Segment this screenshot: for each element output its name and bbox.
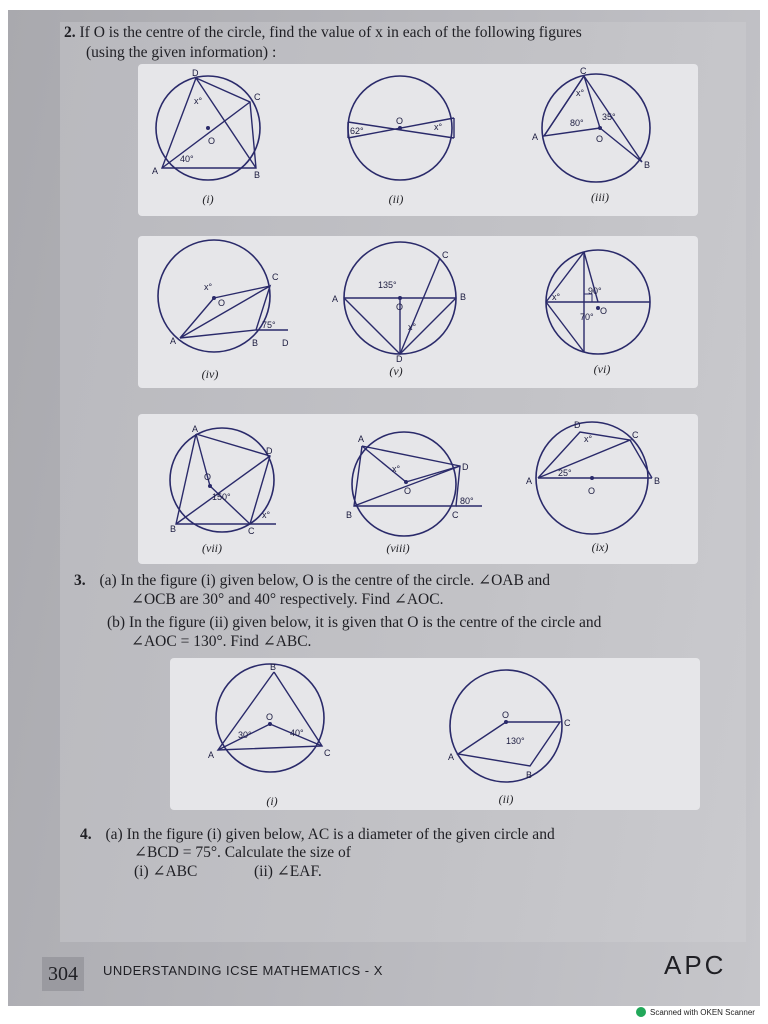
fig-iii-label-B: B: [644, 160, 651, 170]
fig-vi-label-angle1: 90°: [588, 286, 602, 296]
caption-ii: (ii): [388, 192, 404, 206]
scanner-watermark-text: Scanned with OKEN Scanner: [650, 1008, 755, 1017]
fig-iii-label-C: C: [580, 66, 587, 76]
figure-v: [330, 250, 470, 362]
fig-iv-label-O: O: [218, 298, 226, 308]
page-number: 304: [42, 957, 84, 991]
fig-viii-label-C: C: [452, 510, 459, 520]
fig-v-label-B: B: [460, 292, 467, 302]
fig-v-label-angle: 135°: [378, 280, 397, 290]
fig-iv-label-B: B: [252, 338, 259, 348]
fig-ix-label-A: A: [526, 476, 533, 486]
fig-v-label-O: O: [396, 302, 404, 312]
fig-iii-label-angle2: 35°: [602, 112, 616, 122]
fig-vii-label-C: C: [248, 526, 255, 536]
fig-viii-label-D: D: [462, 462, 469, 472]
fig-vii-label-B: B: [170, 524, 177, 534]
q3-caption-i: (i): [266, 794, 278, 808]
q3-fig-i-label-A: A: [208, 750, 215, 760]
caption-iv: (iv): [201, 367, 219, 381]
q3-fig-i-label-C: C: [324, 748, 331, 758]
fig-i-label-B: B: [254, 170, 261, 180]
caption-viii: (viii): [386, 541, 410, 555]
fig-vii-label-D: D: [266, 446, 273, 456]
q3-figure-i: [206, 662, 342, 768]
caption-ix: (ix): [591, 540, 609, 554]
scanner-watermark: [636, 1007, 755, 1017]
q3-b-text-line2: ∠AOC = 130°. Find ∠ABC.: [131, 633, 312, 650]
fig-vi-label-angle2: 70°: [580, 312, 594, 322]
q3-number: 3.: [74, 572, 86, 589]
figure-ix: [524, 422, 674, 522]
fig-iii-label-x: x°: [576, 88, 585, 98]
fig-iv-label-angle: 75°: [262, 320, 276, 330]
fig-iii-label-O: O: [596, 134, 604, 144]
fig-iv-label-A: A: [170, 336, 177, 346]
q4-a-line1: [80, 826, 555, 844]
q3-fig-i-label-angle2: 40°: [290, 728, 304, 738]
q3-fig-ii-label-A: A: [448, 752, 455, 762]
q3-figure-ii: [446, 674, 582, 778]
caption-vi: (vi): [593, 362, 611, 376]
scanner-logo-icon: [636, 1007, 646, 1017]
q4-sub-ii: (ii) ∠EAF.: [254, 863, 322, 880]
fig-i-label-x: x°: [194, 96, 203, 106]
fig-ix-label-x: x°: [584, 434, 593, 444]
fig-viii-label-angle: 80°: [460, 496, 474, 506]
fig-viii-label-x: x°: [392, 464, 401, 474]
fig-v-label-x: x°: [408, 322, 417, 332]
fig-ii-label-O: O: [396, 116, 404, 126]
q4-a-text-line1: (a) In the figure (i) given below, AC is a diameter of the given circle and: [105, 826, 555, 843]
fig-v-label-C: C: [442, 250, 449, 260]
fig-viii-label-B: B: [346, 510, 353, 520]
caption-v: (v): [389, 364, 403, 378]
figure-vii: [166, 424, 296, 536]
caption-vii: (vii): [202, 541, 222, 555]
fig-iii-label-angle1: 80°: [570, 118, 584, 128]
q3-fig-ii-label-angle: 130°: [506, 736, 525, 746]
figure-i: [148, 70, 278, 185]
q2-number: 2.: [64, 24, 76, 41]
q3-caption-ii: (ii): [498, 792, 514, 806]
fig-vii-label-angle: 150°: [212, 492, 231, 502]
fig-ii-label-angle: 62°: [350, 126, 364, 136]
q2-line1: [64, 24, 582, 42]
fig-i-label-O: O: [208, 136, 216, 146]
q3-fig-ii-label-B: B: [526, 770, 533, 780]
q2-text-line1: If O is the centre of the circle, find the value of x in each of the following figures: [79, 24, 582, 41]
fig-v-label-A: A: [332, 294, 339, 304]
fig-vi-label-x: x°: [552, 292, 561, 302]
caption-iii: (iii): [591, 190, 609, 204]
fig-i-label-A: A: [152, 166, 159, 176]
fig-i-label-C: C: [254, 92, 261, 102]
fig-vii-label-x: x°: [262, 510, 271, 520]
fig-ix-label-angle: 25°: [558, 468, 572, 478]
fig-vii-label-A: A: [192, 424, 199, 434]
fig-iv-label-x: x°: [204, 282, 213, 292]
figure-iii: [530, 66, 660, 180]
q3-a-text-line2: ∠OCB are 30° and 40° respectively. Find ∠AOC.: [131, 591, 444, 608]
figure-iv: [152, 246, 292, 354]
q4-sub-i: (i) ∠ABC: [134, 863, 198, 880]
fig-viii-label-O: O: [404, 486, 412, 496]
fig-viii-label-A: A: [358, 434, 365, 444]
q3-a-text-line1: (a) In the figure (i) given below, O is the centre of the circle. ∠OAB and: [99, 572, 551, 589]
fig-vi-label-O: O: [600, 306, 608, 316]
caption-i: (i): [202, 192, 214, 206]
q3-b-text-line1: (b) In the figure (ii) given below, it is given that O is the centre of the circle and: [107, 614, 602, 631]
q4-number: 4.: [80, 826, 92, 843]
q3-fig-ii-label-C: C: [564, 718, 571, 728]
fig-v-label-D: D: [396, 354, 403, 364]
fig-i-label-D: D: [192, 68, 199, 78]
publisher-logo: APC: [664, 950, 727, 980]
figure-ii: [340, 80, 460, 180]
fig-i-label-angle: 40°: [180, 154, 194, 164]
fig-ix-label-C: C: [632, 430, 639, 440]
q3-a-line1: [74, 572, 550, 590]
fig-ix-label-B: B: [654, 476, 661, 486]
fig-vii-label-O: O: [204, 472, 212, 482]
fig-iii-label-A: A: [532, 132, 539, 142]
q3-fig-ii-label-O: O: [502, 710, 510, 720]
q2-text-line2: (using the given information) :: [86, 44, 277, 61]
figure-vi: [536, 250, 662, 360]
fig-iv-label-C: C: [272, 272, 279, 282]
q3-fig-i-label-O: O: [266, 712, 274, 722]
fig-ix-label-O: O: [588, 486, 596, 496]
fig-iv-label-D: D: [282, 338, 289, 348]
book-title: UNDERSTANDING ICSE MATHEMATICS - X: [103, 963, 383, 978]
fig-ix-label-D: D: [574, 420, 581, 430]
q3-fig-i-label-B: B: [270, 662, 277, 672]
q3-fig-i-label-angle1: 30°: [238, 730, 252, 740]
figure-viii: [344, 434, 484, 534]
q4-a-text-line2: ∠BCD = 75°. Calculate the size of: [134, 844, 351, 861]
fig-ii-label-x: x°: [434, 122, 443, 132]
